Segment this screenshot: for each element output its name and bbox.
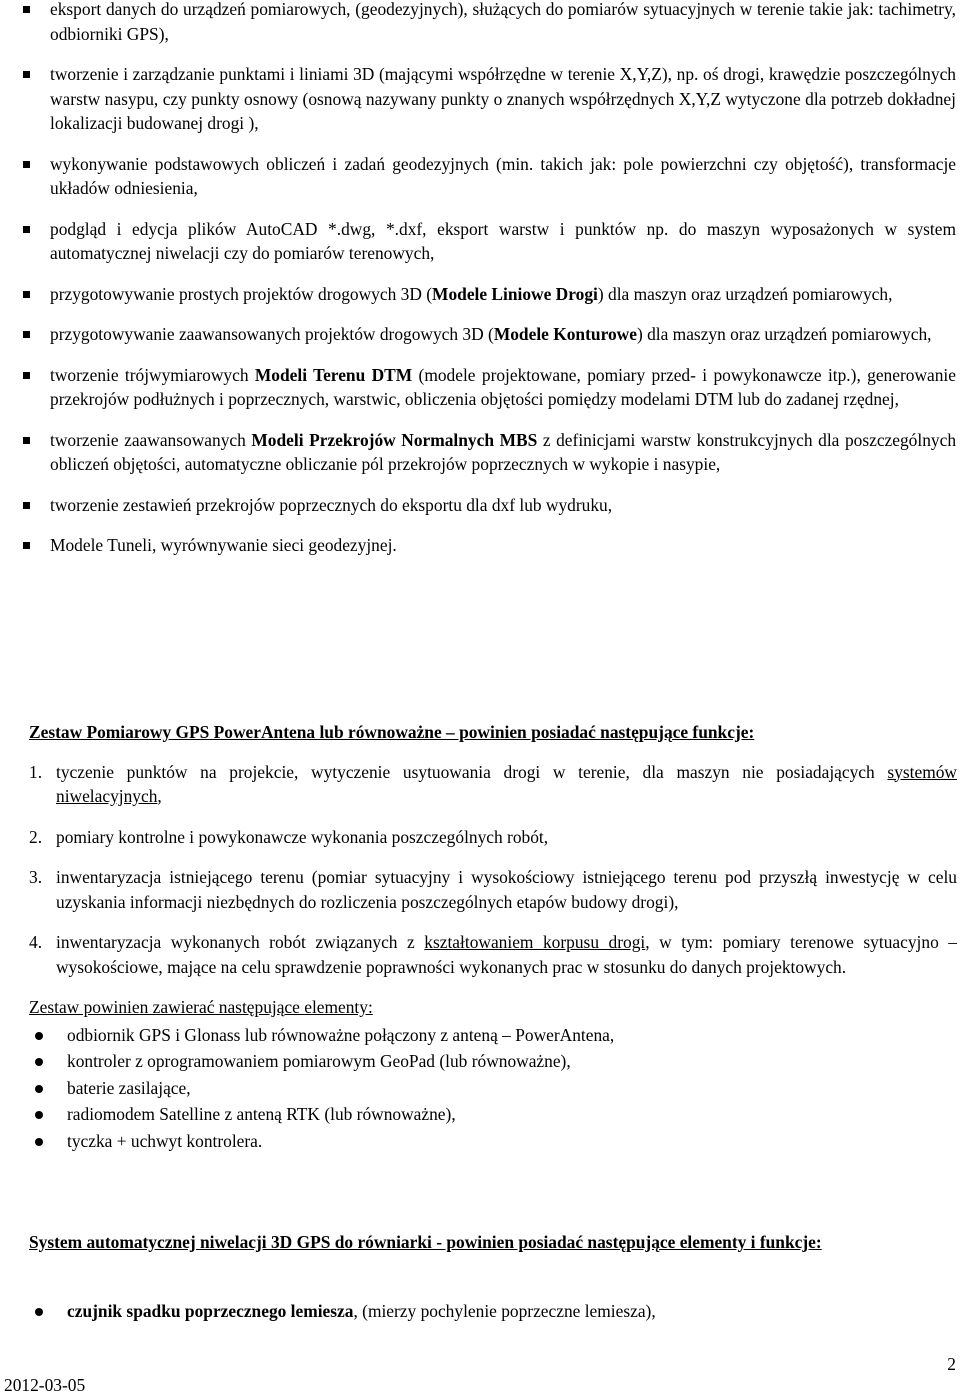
list-item: wykonywanie podstawowych obliczeń i zadań geodezyjnych (min. takich jak: pole powierzchni czy objętość), transformacje układów odniesienia, — [0, 152, 956, 201]
underlined-phrase: systemów niwelacyjnych — [56, 761, 957, 806]
round-bullet-icon — [35, 1138, 43, 1146]
list-item: przygotowywanie prostych projektów drogowych 3D (Modele Liniowe Drogi) dla maszyn oraz urządzeń pomiarowych, — [0, 282, 956, 307]
section-heading: Zestaw Pomiarowy GPS PowerAntena lub równoważne – powinien posiadać następujące funkcje: — [29, 722, 755, 742]
feature-list — [0, 0, 956, 558]
square-bullet-icon — [23, 331, 30, 338]
list-item: Modele Tuneli, wyrównywanie sieci geodezyjnej. — [0, 533, 956, 558]
round-bullet-icon — [35, 1085, 43, 1093]
list-item: podgląd i edycja plików AutoCAD *.dwg, *.dxf, eksport warstw i punktów np. do maszyn wyposażonych w system automatycznej niwelacji czy do pomiarów terenowych, — [0, 217, 956, 266]
round-bullet-icon — [35, 1308, 43, 1316]
list-item: tworzenie trójwymiarowych Modeli Terenu DTM (modele projektowane, pomiary przed- i powykonawcze itp.), generowanie przekrojów podłużnych i poprzecznych, warstwic, obliczenia objętości pomiędzy modelami DTM lub do zadanej rzędnej, — [0, 363, 956, 412]
list-item: eksport danych do urządzeń pomiarowych, (geodezyjnych), służących do pomiarów sytuacyjnych w terenie takie jak: tachimetry, odbiorniki GPS), — [0, 0, 956, 46]
list-item: czujnik spadku poprzecznego lemiesza, (mierzy pochylenie poprzeczne lemiesza), — [29, 1299, 957, 1324]
list-item: 1. tyczenie punktów na projekcie, wytyczenie usytuowania drogi w terenie, dla maszyn nie posiadających systemów niwelacyjnych, — [29, 761, 957, 806]
list-item: odbiornik GPS i Glonass lub równoważne połączony z anteną – PowerAntena, — [29, 1023, 957, 1048]
round-bullet-icon — [35, 1032, 43, 1040]
square-bullet-icon — [23, 161, 30, 168]
square-bullet-icon — [23, 502, 30, 509]
round-bullet-icon — [35, 1058, 43, 1066]
page-number: 2 — [947, 1354, 956, 1374]
list-item: przygotowywanie zaawansowanych projektów drogowych 3D (Modele Konturowe) dla maszyn oraz urządzeń pomiarowych, — [0, 322, 956, 347]
system-list — [29, 1299, 957, 1324]
square-bullet-icon — [23, 437, 30, 444]
underlined-phrase: kształtowaniem korpusu drogi — [424, 932, 646, 952]
system-section — [29, 1230, 957, 1323]
list-item: radiomodem Satelline z anteną RTK (lub równoważne), — [29, 1102, 957, 1127]
list-item: tworzenie zestawień przekrojów poprzecznych do eksportu dla dxf lub wydruku, — [0, 493, 956, 518]
elements-heading: Zestaw powinien zawierać następujące elementy: — [29, 997, 373, 1017]
square-bullet-icon — [23, 6, 30, 13]
square-bullet-icon — [23, 542, 30, 549]
list-item: 4. inwentaryzacja wykonanych robót związanych z kształtowaniem korpusu drogi, w tym: pomiary terenowe sytuacyjno – wysokościowe, mające na celu sprawdzenie poprawności wykonanych prac w stosunku do danych projektowych. — [29, 932, 957, 977]
round-bullet-icon — [35, 1111, 43, 1119]
list-item: baterie zasilające, — [29, 1076, 957, 1101]
elements-list — [29, 1023, 957, 1154]
list-item: 3. inwentaryzacja istniejącego terenu (pomiar sytuacyjny i wysokościowy istniejącego terenu pod przyszłą inwestycję w celu uzyskania informacji niezbędnych do rozliczenia poszczególnych etapów budowy drogi), — [29, 867, 957, 912]
list-item: tworzenie zaawansowanych Modeli Przekrojów Normalnych MBS z definicjami warstw konstrukcyjnych dla poszczególnych obliczeń objętości, automatyczne obliczanie pól przekrojów poprzecznych w wykopie i nasypie, — [0, 428, 956, 477]
square-bullet-icon — [23, 71, 30, 78]
footer-date: 2012-03-05 — [4, 1375, 86, 1395]
square-bullet-icon — [23, 226, 30, 233]
section-heading: System automatycznej niwelacji 3D GPS do równiarki - powinien posiadać następujące elementy i funkcje: — [29, 1232, 822, 1252]
square-bullet-icon — [23, 372, 30, 379]
numbered-list — [29, 760, 957, 980]
gps-section — [29, 720, 957, 1153]
list-item: tyczka + uchwyt kontrolera. — [29, 1129, 957, 1154]
list-item: kontroler z oprogramowaniem pomiarowym GeoPad (lub równoważne), — [29, 1049, 957, 1074]
square-bullet-icon — [23, 291, 30, 298]
list-item: tworzenie i zarządzanie punktami i liniami 3D (mającymi współrzędne w terenie X,Y,Z), np. oś drogi, krawędzie poszczególnych warstw nasypu, czy punkty osnowy (osnową nazywany punkty o znanych współrzędnych X,Y,Z wytyczone dla potrzeb dokładnej lokalizacji budowanej drogi ), — [0, 62, 956, 136]
list-item: 2. pomiary kontrolne i powykonawcze wykonania poszczególnych robót, — [29, 826, 549, 847]
